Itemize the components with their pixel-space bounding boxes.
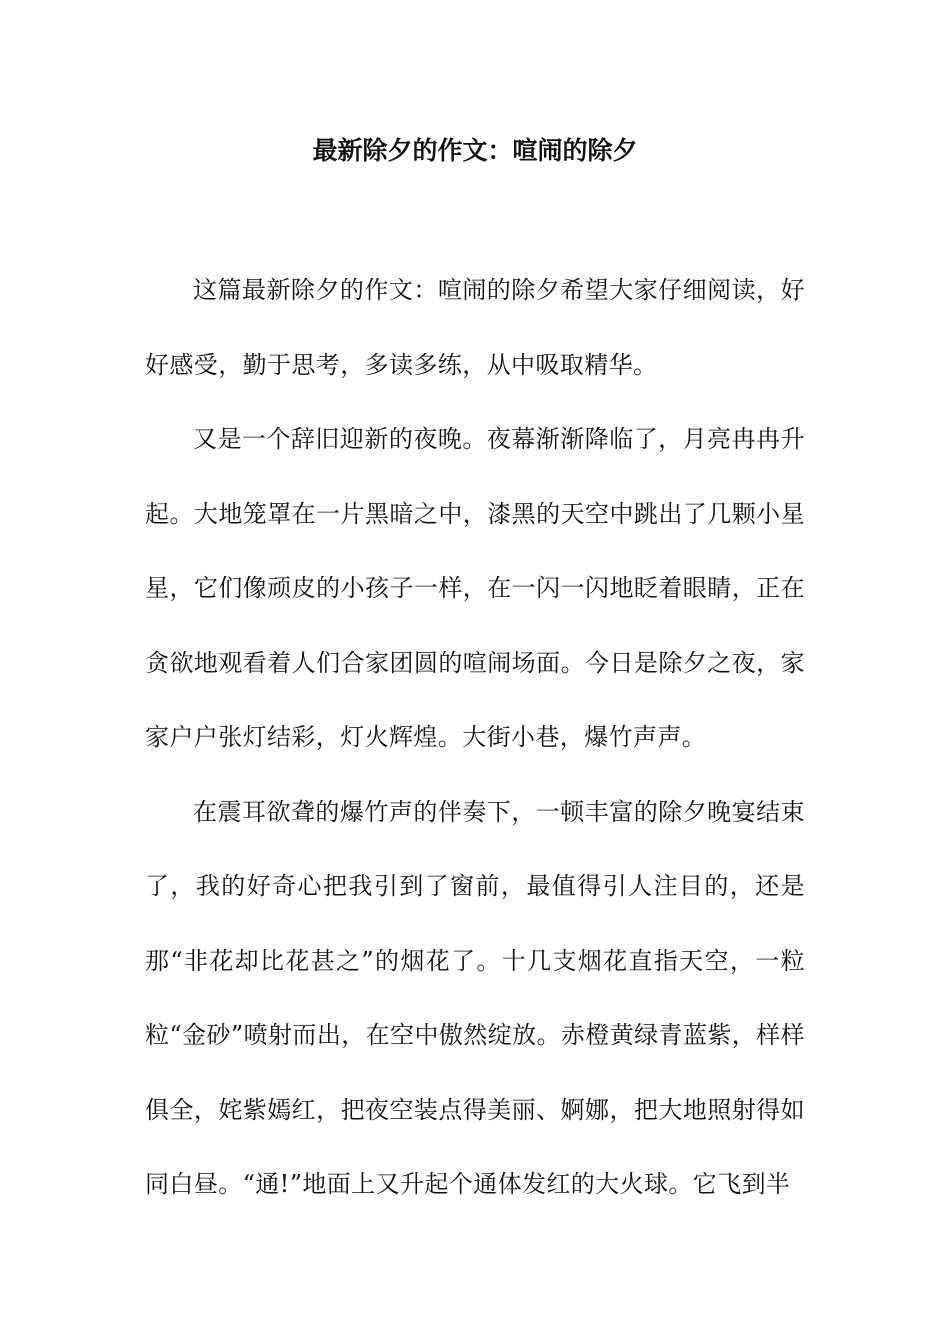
paragraph-fireworks: 在震耳欲聋的爆竹声的伴奏下，一顿丰富的除夕晚宴结束了，我的好奇心把我引到了窗前，最值得引人注目的，还是那“非花却比花甚之”的烟花了。十几支烟花直指天空，一粒粒“金砂”喷射而出，在空中傲然绽放。赤橙黄绿青蓝紫，样样俱全，姹紫嫣红，把夜空装点得美丽、婀娜，把大地照射得如同白昼。“通!”地面上又升起个通体发红的大火球。它飞到半 bbox=[145, 797, 805, 1198]
document-body bbox=[145, 253, 805, 1222]
paragraph-intro: 这篇最新除夕的作文：喧闹的除夕希望大家仔细阅读，好好感受，勤于思考，多读多练，从中吸取精华。 bbox=[145, 276, 805, 379]
paragraph-night: 又是一个辞旧迎新的夜晚。夜幕渐渐降临了，月亮冉冉升起。大地笼罩在一片黑暗之中，漆黑的天空中跳出了几颗小星星，它们像顽皮的小孩子一样，在一闪一闪地眨着眼睛，正在贪欲地观看着人们合家团圆的喧闹场面。今日是除夕之夜，家家户户张灯结彩，灯火辉煌。大街小巷，爆竹声声。 bbox=[145, 425, 805, 751]
document-title: 最新除夕的作文：喧闹的除夕 bbox=[312, 136, 638, 165]
